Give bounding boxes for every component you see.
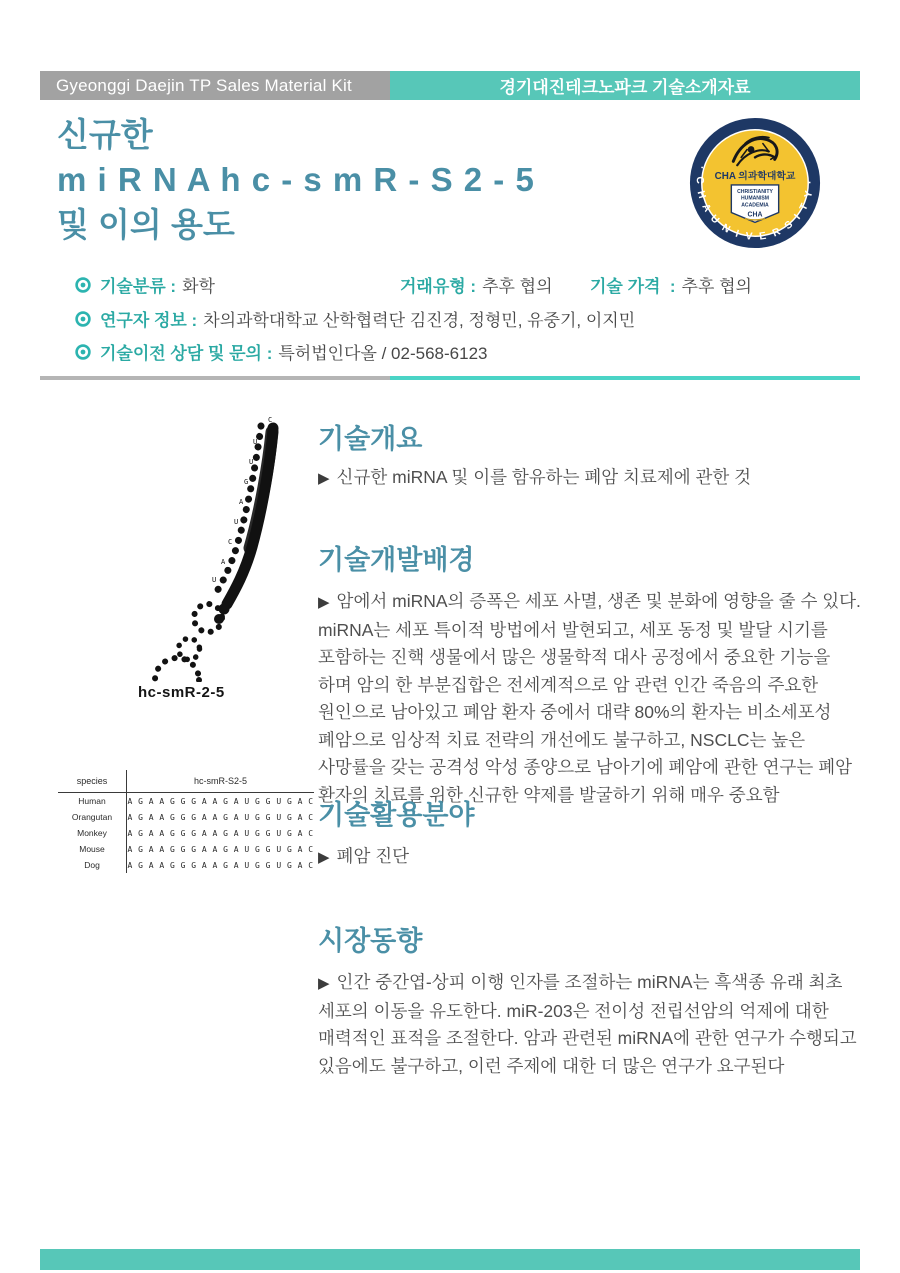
header-doc-type-label: 경기대진테크노파크 기술소개자료: [390, 71, 860, 100]
logo-shield-line3: ACADEMIA: [741, 202, 769, 209]
alignment-col-sequence: hc-smR-S2-5: [126, 770, 314, 792]
header-kit-label: Gyeonggi Daejin TP Sales Material Kit: [40, 71, 390, 100]
table-row: [58, 825, 314, 841]
meta-value-contact: 특허법인다올 / 02-568-6123: [278, 344, 488, 363]
meta-value-category: 화학: [182, 277, 215, 296]
meta-row-contact: [75, 339, 487, 364]
svg-text:C: C: [268, 416, 273, 424]
table-row: [58, 857, 314, 873]
triangle-bullet-icon: ▶: [318, 849, 330, 866]
species-name: Dog: [84, 860, 100, 870]
table-row: [58, 793, 314, 809]
svg-text:A: A: [221, 558, 226, 566]
section-text: 신규한 miRNA 및 이를 함유하는 폐암 치료제에 관한 것: [336, 467, 752, 487]
svg-text:U: U: [234, 518, 239, 526]
divider-teal-segment: [390, 376, 860, 380]
table-row: [58, 809, 314, 825]
svg-text:G: G: [244, 478, 249, 486]
section-divider: [40, 376, 860, 380]
logo-shield-line2: HUMANISM: [740, 195, 770, 202]
meta-row-category: [75, 272, 215, 297]
title-line-1: 신규한: [57, 116, 153, 153]
alignment-col-species: species: [76, 776, 108, 786]
species-name: Monkey: [77, 828, 107, 838]
alignment-header-row: [58, 770, 314, 793]
species-name: Mouse: [79, 844, 105, 854]
meta-group-price: [590, 272, 752, 297]
table-row: [58, 841, 314, 857]
section-heading-background: 기술개발배경: [318, 545, 475, 575]
species-name: Human: [78, 796, 106, 806]
cha-university-logo: [686, 114, 824, 252]
bullet-target-icon: [75, 277, 91, 293]
logo-ring-text: · C H A U N I V E R S I T Y ·: [693, 164, 817, 243]
sequence-cell: A G A A G G G A A G A U G G U G A C: [126, 793, 314, 809]
svg-text:U: U: [212, 576, 217, 584]
logo-shield-badge: CHA: [747, 211, 763, 219]
sequence-cell: A G A A G G G A A G A U G G U G A C: [126, 857, 314, 873]
triangle-bullet-icon: ▶: [318, 594, 330, 611]
meta-value-deal-type: 추후 협의: [482, 277, 553, 296]
rna-structure-figure: [122, 412, 302, 682]
bullet-target-icon: [75, 311, 91, 327]
meta-label-price: 기술 가격 :: [590, 277, 676, 296]
species-alignment-table: [58, 770, 314, 873]
cha-university-seal-icon: [686, 114, 824, 252]
footer-bar: [40, 1249, 860, 1270]
section-body-background: [318, 588, 861, 809]
sequence-cell: A G A A G G G A A G A U G G U G A C: [126, 841, 314, 857]
meta-value-price: 추후 협의: [681, 277, 752, 296]
rna-hairpin-icon: [122, 412, 302, 682]
svg-text:U: U: [253, 438, 258, 446]
section-text: 인간 중간엽-상피 이행 인자를 조절하는 miRNA는 흑색종 유래 최초 세포의 이동을 유도한다. miR-203은 전이성 전립선암의 억제에 대한 매력적인 표적을 조절한다. 암과 관련된 miRNA에 관한 연구가 수행되고 있음에도 불구하고, 이런 주제에 대한 더 많은 연구가 요구된다: [318, 972, 857, 1076]
meta-label-category: 기술분류 :: [100, 277, 177, 296]
section-body-overview: [318, 464, 861, 493]
title-line-2: m i R N A h c - s m R - S 2 - 5: [57, 161, 535, 198]
sequence-cell: A G A A G G G A A G A U G G U G A C: [126, 825, 314, 841]
meta-label-contact: 기술이전 상담 및 문의 :: [100, 344, 273, 363]
logo-shield-line1: CHRISTIANITY: [737, 188, 773, 195]
divider-gray-segment: [40, 376, 390, 380]
svg-text:A: A: [239, 498, 244, 506]
section-body-application: [318, 843, 861, 872]
section-body-market: [318, 969, 861, 1080]
logo-org-name: CHA 의과학대학교: [714, 171, 796, 183]
section-heading-market: 시장동향: [318, 926, 423, 956]
section-heading-overview: 기술개요: [318, 424, 423, 454]
header-bar: [40, 71, 860, 100]
meta-group-deal-type: [400, 272, 553, 297]
title-line-3: 및 이의 용도: [57, 206, 235, 243]
svg-text:C: C: [228, 538, 233, 546]
rna-structure-caption: hc-smR-2-5: [138, 684, 225, 701]
species-name: Orangutan: [71, 812, 113, 822]
triangle-bullet-icon: ▶: [318, 470, 330, 487]
svg-text:U: U: [249, 458, 254, 466]
meta-label-deal-type: 거래유형 :: [400, 277, 477, 296]
triangle-bullet-icon: ▶: [318, 975, 330, 992]
page-title: [57, 112, 535, 247]
sequence-cell: A G A A G G G A A G A U G G U G A C: [126, 809, 314, 825]
section-text: 폐암 진단: [336, 846, 410, 866]
meta-value-researchers: 차의과학대학교 산학협력단 김진경, 정형민, 유중기, 이지민: [203, 311, 636, 330]
section-text: 암에서 miRNA의 증폭은 세포 사멸, 생존 및 분화에 영향을 줄 수 있다. miRNA는 세포 특이적 방법에서 발현되고, 세포 동정 및 발달 시기를 포함하는 진핵 생물에서 많은 생물학적 대사 공정에서 중요한 기능을 하며 암의 한 부분집합은 전세계적으로 암 관련 인간 죽음의 주요한 원인으로 남아있고 폐암 환자 중에서 대략 80%의 환자는 비소세포성 폐암으로 임상적 치료 전략의 개선에도 불구하고, NSCLC는 높은 사망률을 갖는 공격성 악성 종양으로 남아기에 폐암에 관한 연구는 폐암 환자의 치료를 위한 신규한 약제를 발굴하기 위해 매우 중요함: [318, 591, 861, 805]
meta-label-researchers: 연구자 정보 :: [100, 311, 198, 330]
bullet-target-icon: [75, 344, 91, 360]
section-heading-application: 기술활용분야: [318, 800, 475, 830]
meta-row-researchers: [75, 306, 635, 331]
